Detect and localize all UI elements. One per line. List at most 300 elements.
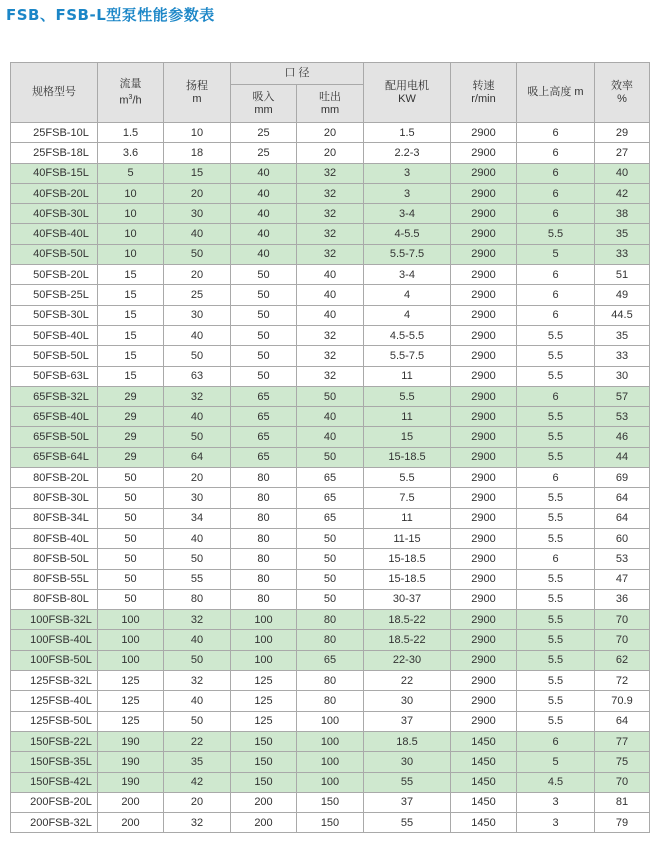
cell-speed: 2900 (451, 447, 517, 467)
cell-suction: 6 (517, 305, 595, 325)
cell-speed: 2900 (451, 427, 517, 447)
table-row (11, 691, 650, 711)
table-row (11, 488, 650, 508)
cell-motor: 5.5-7.5 (364, 244, 451, 264)
cell-suction: 5.5 (517, 224, 595, 244)
page-title: FSB、FSB-L型泵性能参数表 (6, 6, 215, 24)
cell-suction: 5.5 (517, 569, 595, 589)
cell-model: 80FSB-80L (11, 589, 98, 609)
cell-speed: 2900 (451, 386, 517, 406)
cell-speed: 2900 (451, 224, 517, 244)
cell-speed: 2900 (451, 123, 517, 143)
header-flow: 流量 $m^3/h$ (98, 63, 164, 123)
cell-flow: 15 (98, 346, 164, 366)
cell-model: 200FSB-32L (11, 813, 98, 833)
cell-speed: 1450 (451, 772, 517, 792)
cell-speed: 2900 (451, 610, 517, 630)
cell-eff: 70.9 (595, 691, 650, 711)
cell-head: 20 (164, 792, 231, 812)
cell-head: 20 (164, 265, 231, 285)
cell-speed: 2900 (451, 508, 517, 528)
cell-suction: 6 (517, 123, 595, 143)
pump-spec-table (10, 62, 650, 833)
cell-model: 50FSB-25L (11, 285, 98, 305)
cell-outlet: 20 (297, 123, 364, 143)
cell-model: 50FSB-50L (11, 346, 98, 366)
cell-head: 50 (164, 244, 231, 264)
cell-eff: 49 (595, 285, 650, 305)
cell-flow: 1.5 (98, 123, 164, 143)
cell-speed: 1450 (451, 792, 517, 812)
cell-flow: 200 (98, 792, 164, 812)
cell-eff: 33 (595, 244, 650, 264)
cell-motor: 4.5-5.5 (364, 325, 451, 345)
cell-eff: 38 (595, 204, 650, 224)
table-row (11, 143, 650, 163)
cell-model: 80FSB-50L (11, 549, 98, 569)
cell-flow: 125 (98, 711, 164, 731)
cell-motor: 1.5 (364, 123, 451, 143)
cell-suction: 6 (517, 204, 595, 224)
table-row (11, 752, 650, 772)
table-row (11, 528, 650, 548)
cell-flow: 29 (98, 386, 164, 406)
cell-suction: 5.5 (517, 366, 595, 386)
cell-suction: 5.5 (517, 671, 595, 691)
cell-speed: 2900 (451, 305, 517, 325)
cell-model: 80FSB-40L (11, 528, 98, 548)
header-motor: 配用电机 KW (364, 63, 451, 123)
cell-eff: 70 (595, 630, 650, 650)
cell-model: 65FSB-32L (11, 386, 98, 406)
table-row (11, 447, 650, 467)
table-row (11, 366, 650, 386)
cell-suction: 6 (517, 265, 595, 285)
cell-eff: 30 (595, 366, 650, 386)
cell-model: 150FSB-22L (11, 731, 98, 751)
cell-motor: 3-4 (364, 204, 451, 224)
cell-eff: 42 (595, 183, 650, 203)
cell-model: 150FSB-35L (11, 752, 98, 772)
cell-head: 32 (164, 610, 231, 630)
cell-outlet: 50 (297, 528, 364, 548)
cell-suction: 5.5 (517, 691, 595, 711)
table-row (11, 711, 650, 731)
cell-speed: 2900 (451, 488, 517, 508)
cell-eff: 72 (595, 671, 650, 691)
table-row (11, 427, 650, 447)
cell-suction: 3 (517, 792, 595, 812)
cell-inlet: 80 (231, 508, 297, 528)
cell-inlet: 50 (231, 325, 297, 345)
cell-head: 40 (164, 630, 231, 650)
cell-inlet: 40 (231, 163, 297, 183)
cell-suction: 6 (517, 731, 595, 751)
header-outlet: 吐出 mm (297, 85, 364, 123)
cell-head: 32 (164, 386, 231, 406)
cell-inlet: 150 (231, 752, 297, 772)
cell-eff: 79 (595, 813, 650, 833)
cell-head: 32 (164, 671, 231, 691)
cell-suction: 5.5 (517, 589, 595, 609)
table-row (11, 468, 650, 488)
cell-motor: 18.5-22 (364, 630, 451, 650)
cell-motor: 3 (364, 183, 451, 203)
cell-eff: 33 (595, 346, 650, 366)
cell-model: 50FSB-30L (11, 305, 98, 325)
cell-suction: 5.5 (517, 610, 595, 630)
cell-motor: 2.2-3 (364, 143, 451, 163)
cell-flow: 15 (98, 265, 164, 285)
table-row (11, 813, 650, 833)
header-inlet: 吸入 mm (231, 85, 297, 123)
cell-head: 50 (164, 427, 231, 447)
cell-flow: 100 (98, 650, 164, 670)
cell-head: 42 (164, 772, 231, 792)
cell-inlet: 50 (231, 265, 297, 285)
cell-outlet: 80 (297, 630, 364, 650)
cell-outlet: 32 (297, 366, 364, 386)
cell-flow: 5 (98, 163, 164, 183)
table-row (11, 772, 650, 792)
table-row (11, 204, 650, 224)
cell-flow: 29 (98, 407, 164, 427)
cell-inlet: 40 (231, 204, 297, 224)
cell-head: 25 (164, 285, 231, 305)
table-row (11, 630, 650, 650)
cell-speed: 2900 (451, 528, 517, 548)
cell-model: 40FSB-15L (11, 163, 98, 183)
table-row (11, 549, 650, 569)
cell-model: 125FSB-50L (11, 711, 98, 731)
cell-speed: 2900 (451, 325, 517, 345)
cell-inlet: 80 (231, 528, 297, 548)
cell-motor: 4 (364, 305, 451, 325)
cell-suction: 6 (517, 386, 595, 406)
cell-flow: 50 (98, 508, 164, 528)
cell-head: 40 (164, 528, 231, 548)
cell-model: 50FSB-40L (11, 325, 98, 345)
table-row (11, 244, 650, 264)
cell-flow: 10 (98, 183, 164, 203)
cell-suction: 5.5 (517, 447, 595, 467)
cell-inlet: 125 (231, 691, 297, 711)
cell-motor: 18.5-22 (364, 610, 451, 630)
table-row (11, 224, 650, 244)
cell-inlet: 50 (231, 305, 297, 325)
cell-suction: 5.5 (517, 528, 595, 548)
cell-flow: 190 (98, 731, 164, 751)
cell-flow: 50 (98, 468, 164, 488)
cell-outlet: 40 (297, 305, 364, 325)
cell-outlet: 80 (297, 610, 364, 630)
cell-inlet: 100 (231, 630, 297, 650)
cell-outlet: 100 (297, 731, 364, 751)
cell-model: 65FSB-64L (11, 447, 98, 467)
cell-speed: 2900 (451, 711, 517, 731)
table-row (11, 589, 650, 609)
cell-suction: 5.5 (517, 630, 595, 650)
cell-speed: 2900 (451, 346, 517, 366)
cell-speed: 2900 (451, 183, 517, 203)
table-row (11, 610, 650, 630)
cell-head: 20 (164, 183, 231, 203)
cell-speed: 2900 (451, 691, 517, 711)
cell-flow: 10 (98, 224, 164, 244)
cell-head: 50 (164, 549, 231, 569)
cell-inlet: 65 (231, 447, 297, 467)
cell-model: 25FSB-10L (11, 123, 98, 143)
cell-flow: 50 (98, 528, 164, 548)
cell-eff: 35 (595, 325, 650, 345)
cell-outlet: 80 (297, 671, 364, 691)
cell-motor: 15 (364, 427, 451, 447)
cell-model: 80FSB-30L (11, 488, 98, 508)
table-row (11, 346, 650, 366)
cell-eff: 69 (595, 468, 650, 488)
cell-model: 200FSB-20L (11, 792, 98, 812)
cell-head: 40 (164, 407, 231, 427)
cell-inlet: 50 (231, 285, 297, 305)
cell-motor: 18.5 (364, 731, 451, 751)
header-speed: 转速 r/min (451, 63, 517, 123)
cell-motor: 3-4 (364, 265, 451, 285)
cell-motor: 30 (364, 752, 451, 772)
header-caliber: 口 径 (231, 63, 364, 85)
cell-speed: 2900 (451, 671, 517, 691)
cell-eff: 64 (595, 488, 650, 508)
cell-suction: 6 (517, 183, 595, 203)
header-suction: 吸上高度 m (517, 63, 595, 123)
cell-outlet: 50 (297, 589, 364, 609)
cell-speed: 2900 (451, 143, 517, 163)
cell-eff: 27 (595, 143, 650, 163)
cell-eff: 36 (595, 589, 650, 609)
cell-head: 30 (164, 204, 231, 224)
cell-head: 80 (164, 589, 231, 609)
cell-outlet: 32 (297, 204, 364, 224)
cell-flow: 125 (98, 691, 164, 711)
table-row (11, 731, 650, 751)
cell-inlet: 65 (231, 427, 297, 447)
cell-suction: 5.5 (517, 407, 595, 427)
cell-inlet: 100 (231, 610, 297, 630)
cell-suction: 6 (517, 143, 595, 163)
cell-model: 50FSB-63L (11, 366, 98, 386)
cell-eff: 70 (595, 610, 650, 630)
cell-eff: 70 (595, 772, 650, 792)
cell-outlet: 65 (297, 488, 364, 508)
cell-speed: 2900 (451, 265, 517, 285)
cell-suction: 6 (517, 163, 595, 183)
cell-eff: 64 (595, 711, 650, 731)
cell-motor: 3 (364, 163, 451, 183)
cell-suction: 6 (517, 468, 595, 488)
cell-model: 100FSB-40L (11, 630, 98, 650)
table-row (11, 183, 650, 203)
cell-speed: 2900 (451, 244, 517, 264)
cell-inlet: 50 (231, 346, 297, 366)
cell-suction: 5.5 (517, 650, 595, 670)
cell-suction: 5.5 (517, 711, 595, 731)
cell-outlet: 32 (297, 163, 364, 183)
cell-inlet: 125 (231, 671, 297, 691)
table-row (11, 508, 650, 528)
cell-model: 80FSB-34L (11, 508, 98, 528)
cell-model: 65FSB-40L (11, 407, 98, 427)
cell-flow: 50 (98, 569, 164, 589)
cell-flow: 15 (98, 325, 164, 345)
cell-model: 40FSB-40L (11, 224, 98, 244)
cell-eff: 53 (595, 407, 650, 427)
cell-motor: 15-18.5 (364, 549, 451, 569)
cell-speed: 1450 (451, 752, 517, 772)
cell-flow: 15 (98, 305, 164, 325)
cell-speed: 2900 (451, 366, 517, 386)
cell-motor: 5.5 (364, 386, 451, 406)
cell-model: 40FSB-50L (11, 244, 98, 264)
table-row (11, 650, 650, 670)
cell-inlet: 150 (231, 731, 297, 751)
cell-head: 32 (164, 813, 231, 833)
cell-outlet: 40 (297, 427, 364, 447)
cell-outlet: 65 (297, 468, 364, 488)
cell-outlet: 150 (297, 792, 364, 812)
cell-outlet: 20 (297, 143, 364, 163)
cell-speed: 1450 (451, 731, 517, 751)
table-row (11, 285, 650, 305)
cell-head: 50 (164, 711, 231, 731)
cell-eff: 40 (595, 163, 650, 183)
cell-outlet: 32 (297, 244, 364, 264)
cell-eff: 75 (595, 752, 650, 772)
cell-model: 80FSB-20L (11, 468, 98, 488)
cell-inlet: 200 (231, 792, 297, 812)
cell-speed: 2900 (451, 589, 517, 609)
cell-head: 20 (164, 468, 231, 488)
cell-inlet: 65 (231, 386, 297, 406)
cell-outlet: 40 (297, 407, 364, 427)
cell-flow: 10 (98, 244, 164, 264)
cell-flow: 190 (98, 772, 164, 792)
cell-model: 40FSB-30L (11, 204, 98, 224)
cell-suction: 5.5 (517, 488, 595, 508)
cell-head: 50 (164, 650, 231, 670)
cell-head: 34 (164, 508, 231, 528)
table-row (11, 265, 650, 285)
cell-inlet: 40 (231, 224, 297, 244)
cell-model: 100FSB-32L (11, 610, 98, 630)
cell-eff: 60 (595, 528, 650, 548)
cell-flow: 15 (98, 366, 164, 386)
cell-speed: 1450 (451, 813, 517, 833)
cell-suction: 6 (517, 285, 595, 305)
cell-flow: 100 (98, 610, 164, 630)
cell-eff: 47 (595, 569, 650, 589)
table-row (11, 305, 650, 325)
table-row (11, 407, 650, 427)
cell-motor: 11 (364, 366, 451, 386)
cell-head: 55 (164, 569, 231, 589)
cell-motor: 7.5 (364, 488, 451, 508)
cell-suction: 6 (517, 549, 595, 569)
cell-inlet: 25 (231, 143, 297, 163)
cell-outlet: 80 (297, 691, 364, 711)
cell-eff: 35 (595, 224, 650, 244)
cell-outlet: 150 (297, 813, 364, 833)
cell-model: 65FSB-50L (11, 427, 98, 447)
cell-motor: 11 (364, 508, 451, 528)
cell-head: 15 (164, 163, 231, 183)
table-row (11, 325, 650, 345)
cell-speed: 2900 (451, 407, 517, 427)
cell-suction: 5.5 (517, 325, 595, 345)
cell-speed: 2900 (451, 285, 517, 305)
cell-suction: 3 (517, 813, 595, 833)
cell-inlet: 50 (231, 366, 297, 386)
cell-head: 30 (164, 488, 231, 508)
cell-speed: 2900 (451, 163, 517, 183)
cell-speed: 2900 (451, 569, 517, 589)
cell-model: 40FSB-20L (11, 183, 98, 203)
cell-suction: 5 (517, 244, 595, 264)
cell-flow: 50 (98, 589, 164, 609)
cell-inlet: 80 (231, 549, 297, 569)
cell-motor: 15-18.5 (364, 447, 451, 467)
cell-head: 40 (164, 224, 231, 244)
cell-head: 18 (164, 143, 231, 163)
cell-outlet: 32 (297, 224, 364, 244)
cell-head: 64 (164, 447, 231, 467)
cell-model: 125FSB-40L (11, 691, 98, 711)
table-row (11, 792, 650, 812)
cell-eff: 77 (595, 731, 650, 751)
cell-eff: 81 (595, 792, 650, 812)
cell-motor: 55 (364, 772, 451, 792)
cell-flow: 3.6 (98, 143, 164, 163)
cell-head: 40 (164, 325, 231, 345)
cell-model: 25FSB-18L (11, 143, 98, 163)
cell-motor: 37 (364, 792, 451, 812)
cell-inlet: 25 (231, 123, 297, 143)
cell-outlet: 100 (297, 752, 364, 772)
cell-flow: 29 (98, 427, 164, 447)
cell-eff: 51 (595, 265, 650, 285)
cell-eff: 62 (595, 650, 650, 670)
cell-flow: 100 (98, 630, 164, 650)
cell-motor: 4 (364, 285, 451, 305)
cell-motor: 15-18.5 (364, 569, 451, 589)
cell-suction: 5.5 (517, 427, 595, 447)
cell-outlet: 32 (297, 325, 364, 345)
cell-model: 100FSB-50L (11, 650, 98, 670)
cell-eff: 64 (595, 508, 650, 528)
cell-suction: 5.5 (517, 346, 595, 366)
cell-motor: 4-5.5 (364, 224, 451, 244)
cell-outlet: 32 (297, 183, 364, 203)
cell-speed: 2900 (451, 650, 517, 670)
cell-motor: 30-37 (364, 589, 451, 609)
cell-head: 50 (164, 346, 231, 366)
cell-eff: 53 (595, 549, 650, 569)
cell-head: 40 (164, 691, 231, 711)
cell-outlet: 40 (297, 285, 364, 305)
cell-model: 125FSB-32L (11, 671, 98, 691)
cell-inlet: 80 (231, 488, 297, 508)
cell-inlet: 80 (231, 569, 297, 589)
cell-flow: 50 (98, 488, 164, 508)
cell-flow: 50 (98, 549, 164, 569)
